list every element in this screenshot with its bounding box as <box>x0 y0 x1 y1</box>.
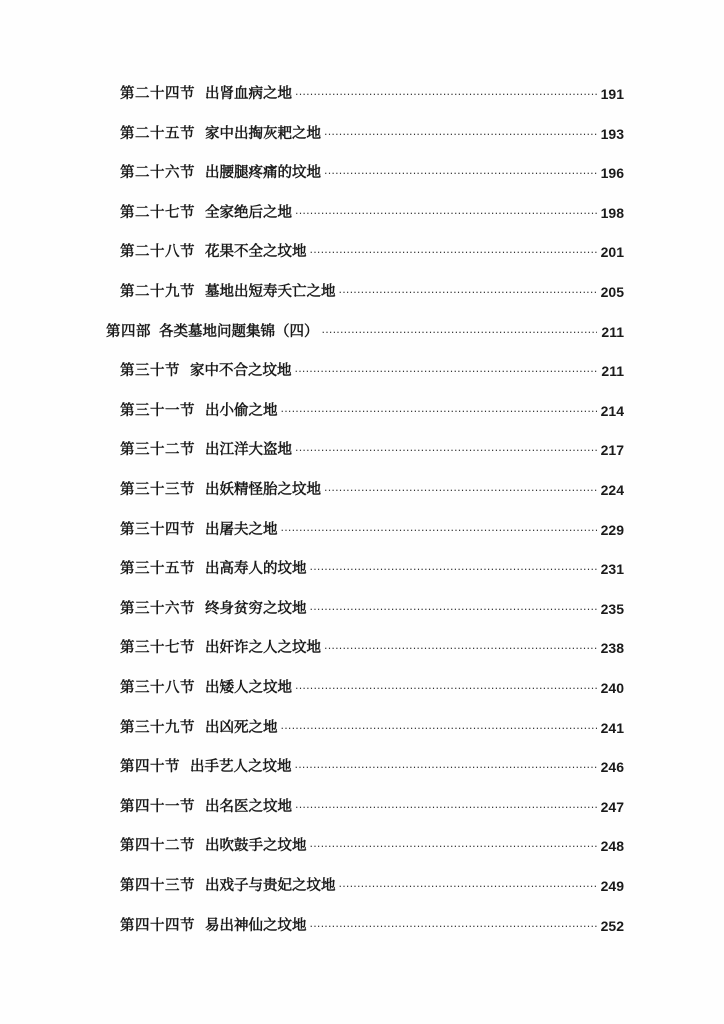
toc-entry-number: 第三十五节 <box>120 560 195 578</box>
toc-entry-title: 出腰腿疼痛的坟地 <box>205 164 321 182</box>
toc-entry-number: 第三十六节 <box>120 599 195 617</box>
toc-entry-page: 241 <box>600 719 624 736</box>
dot-leader <box>310 832 598 860</box>
dot-leader <box>310 555 598 583</box>
dot-leader <box>339 872 598 900</box>
toc-entry-title: 出矮人之坟地 <box>205 679 292 696</box>
toc-entry[interactable] <box>120 476 624 504</box>
toc-entry-page: 240 <box>600 680 624 696</box>
toc-entry-page: 224 <box>600 482 624 498</box>
toc-entry-page: 196 <box>600 165 624 182</box>
toc-entry[interactable] <box>120 832 624 860</box>
toc-entry-title: 花果不全之坟地 <box>205 243 307 261</box>
toc-entry-number: 第二十五节 <box>120 124 195 142</box>
toc-entry[interactable] <box>120 555 624 583</box>
toc-entry-title: 出江洋大盗地 <box>205 441 292 459</box>
toc-entry-number: 第三十七节 <box>120 639 195 657</box>
toc-entry[interactable] <box>120 238 624 266</box>
toc-entry-title: 出妖精怪胎之坟地 <box>205 481 321 498</box>
dot-leader <box>295 199 597 227</box>
toc-entry-title: 终身贫穷之坟地 <box>205 599 307 617</box>
toc-entry-title: 出名医之坟地 <box>205 797 292 815</box>
toc-entry-page: 248 <box>600 838 624 855</box>
toc-entry[interactable] <box>120 793 624 821</box>
dot-leader <box>324 476 597 504</box>
toc-entry-page: 217 <box>600 442 624 459</box>
toc-entry-page: 214 <box>600 402 624 419</box>
toc-entry[interactable] <box>120 912 624 940</box>
toc-entry-number: 第四十一节 <box>120 797 195 815</box>
toc-entry-number: 第四十二节 <box>120 837 195 855</box>
toc-entry[interactable] <box>120 516 624 544</box>
toc-entry-title: 出戏子与贵妃之坟地 <box>205 877 336 894</box>
toc-entry-title: 出小偷之地 <box>205 401 278 419</box>
toc-entry-page: 193 <box>600 125 624 142</box>
toc-entry-number: 第二十四节 <box>120 85 195 102</box>
toc-entry-number: 第三十节 <box>120 362 180 380</box>
toc-entry[interactable] <box>120 120 624 148</box>
toc-entry-page: 246 <box>600 759 624 776</box>
dot-leader <box>295 436 597 464</box>
toc-entry-title: 全家绝后之地 <box>205 203 292 221</box>
toc-entry[interactable] <box>120 80 624 108</box>
toc-entry-page: 211 <box>601 323 624 340</box>
toc-entry-page: 229 <box>600 521 624 538</box>
toc-entry-number: 第四十四节 <box>120 916 195 934</box>
toc-entry-title: 出吹鼓手之坟地 <box>205 837 307 855</box>
dot-leader <box>324 120 597 148</box>
toc-part-title: 各类墓地问题集锦（四） <box>159 322 319 340</box>
toc-entry[interactable] <box>120 159 624 187</box>
dot-leader <box>324 634 597 662</box>
toc-part-number: 第四部 <box>106 322 151 340</box>
toc-entry-number: 第三十八节 <box>120 679 195 696</box>
toc-entry-number: 第二十六节 <box>120 164 195 182</box>
toc-entry-page: 205 <box>600 284 624 300</box>
toc-entry-page: 231 <box>600 561 624 578</box>
dot-leader <box>339 278 598 306</box>
dot-leader <box>295 674 597 702</box>
toc-entry[interactable] <box>120 397 624 425</box>
toc-entry-number: 第二十九节 <box>120 283 195 300</box>
dot-leader <box>295 357 598 385</box>
toc-entry-number: 第三十二节 <box>120 441 195 459</box>
toc-entry-page: 235 <box>600 600 624 617</box>
toc-entry-number: 第三十三节 <box>120 481 195 498</box>
toc-entry[interactable] <box>120 714 624 742</box>
toc-entry[interactable] <box>120 278 624 306</box>
dot-leader <box>295 753 598 781</box>
toc-entry-page: 198 <box>600 204 624 221</box>
toc-entry-title: 出屠夫之地 <box>205 520 278 538</box>
dot-leader <box>281 397 598 425</box>
toc-entry[interactable] <box>120 595 624 623</box>
toc-entry-number: 第四十三节 <box>120 877 195 894</box>
toc-entry[interactable] <box>120 872 624 900</box>
toc-entry[interactable] <box>120 753 624 781</box>
toc-entry-title: 出凶死之地 <box>205 718 278 736</box>
toc-entry-title: 出高寿人的坟地 <box>205 560 307 578</box>
toc-entry-title: 家中不合之坟地 <box>190 362 292 380</box>
toc-entry[interactable] <box>120 357 624 385</box>
toc-entry-title: 出手艺人之坟地 <box>190 758 292 776</box>
toc-entry[interactable] <box>120 634 624 662</box>
toc-entry-title: 出肾血病之地 <box>205 85 292 102</box>
toc-entry-number: 第三十四节 <box>120 520 195 538</box>
dot-leader <box>310 912 598 940</box>
toc-entry-title: 家中出掏灰耙之地 <box>205 124 321 142</box>
dot-leader <box>324 159 597 187</box>
dot-leader <box>310 238 598 266</box>
dot-leader <box>281 714 598 742</box>
toc-entry-number: 第四十节 <box>120 758 180 776</box>
toc-entry[interactable] <box>120 436 624 464</box>
dot-leader <box>295 793 597 821</box>
toc-entry[interactable] <box>120 674 624 702</box>
toc-entry-page: 249 <box>600 878 624 894</box>
toc-entry-number: 第三十一节 <box>120 401 195 419</box>
dot-leader <box>310 595 598 623</box>
toc-entry[interactable] <box>120 199 624 227</box>
dot-leader <box>322 318 598 346</box>
toc-entry-number: 第三十九节 <box>120 718 195 736</box>
toc-entry-page: 238 <box>600 640 624 657</box>
toc-entry-page: 191 <box>600 86 624 102</box>
toc-part-entry[interactable] <box>106 318 624 346</box>
toc-entry-number: 第二十七节 <box>120 203 195 221</box>
toc-entry-page: 201 <box>600 244 624 261</box>
toc-entry-page: 252 <box>600 917 624 934</box>
toc-entry-title: 易出神仙之坟地 <box>205 916 307 934</box>
toc-entry-title: 出奸诈之人之坟地 <box>205 639 321 657</box>
toc-entry-number: 第二十八节 <box>120 243 195 261</box>
dot-leader <box>295 80 597 108</box>
toc-entry-page: 247 <box>600 798 624 815</box>
toc-entry-page: 211 <box>601 363 624 380</box>
dot-leader <box>281 516 598 544</box>
toc-entry-title: 墓地出短寿夭亡之地 <box>205 283 336 300</box>
